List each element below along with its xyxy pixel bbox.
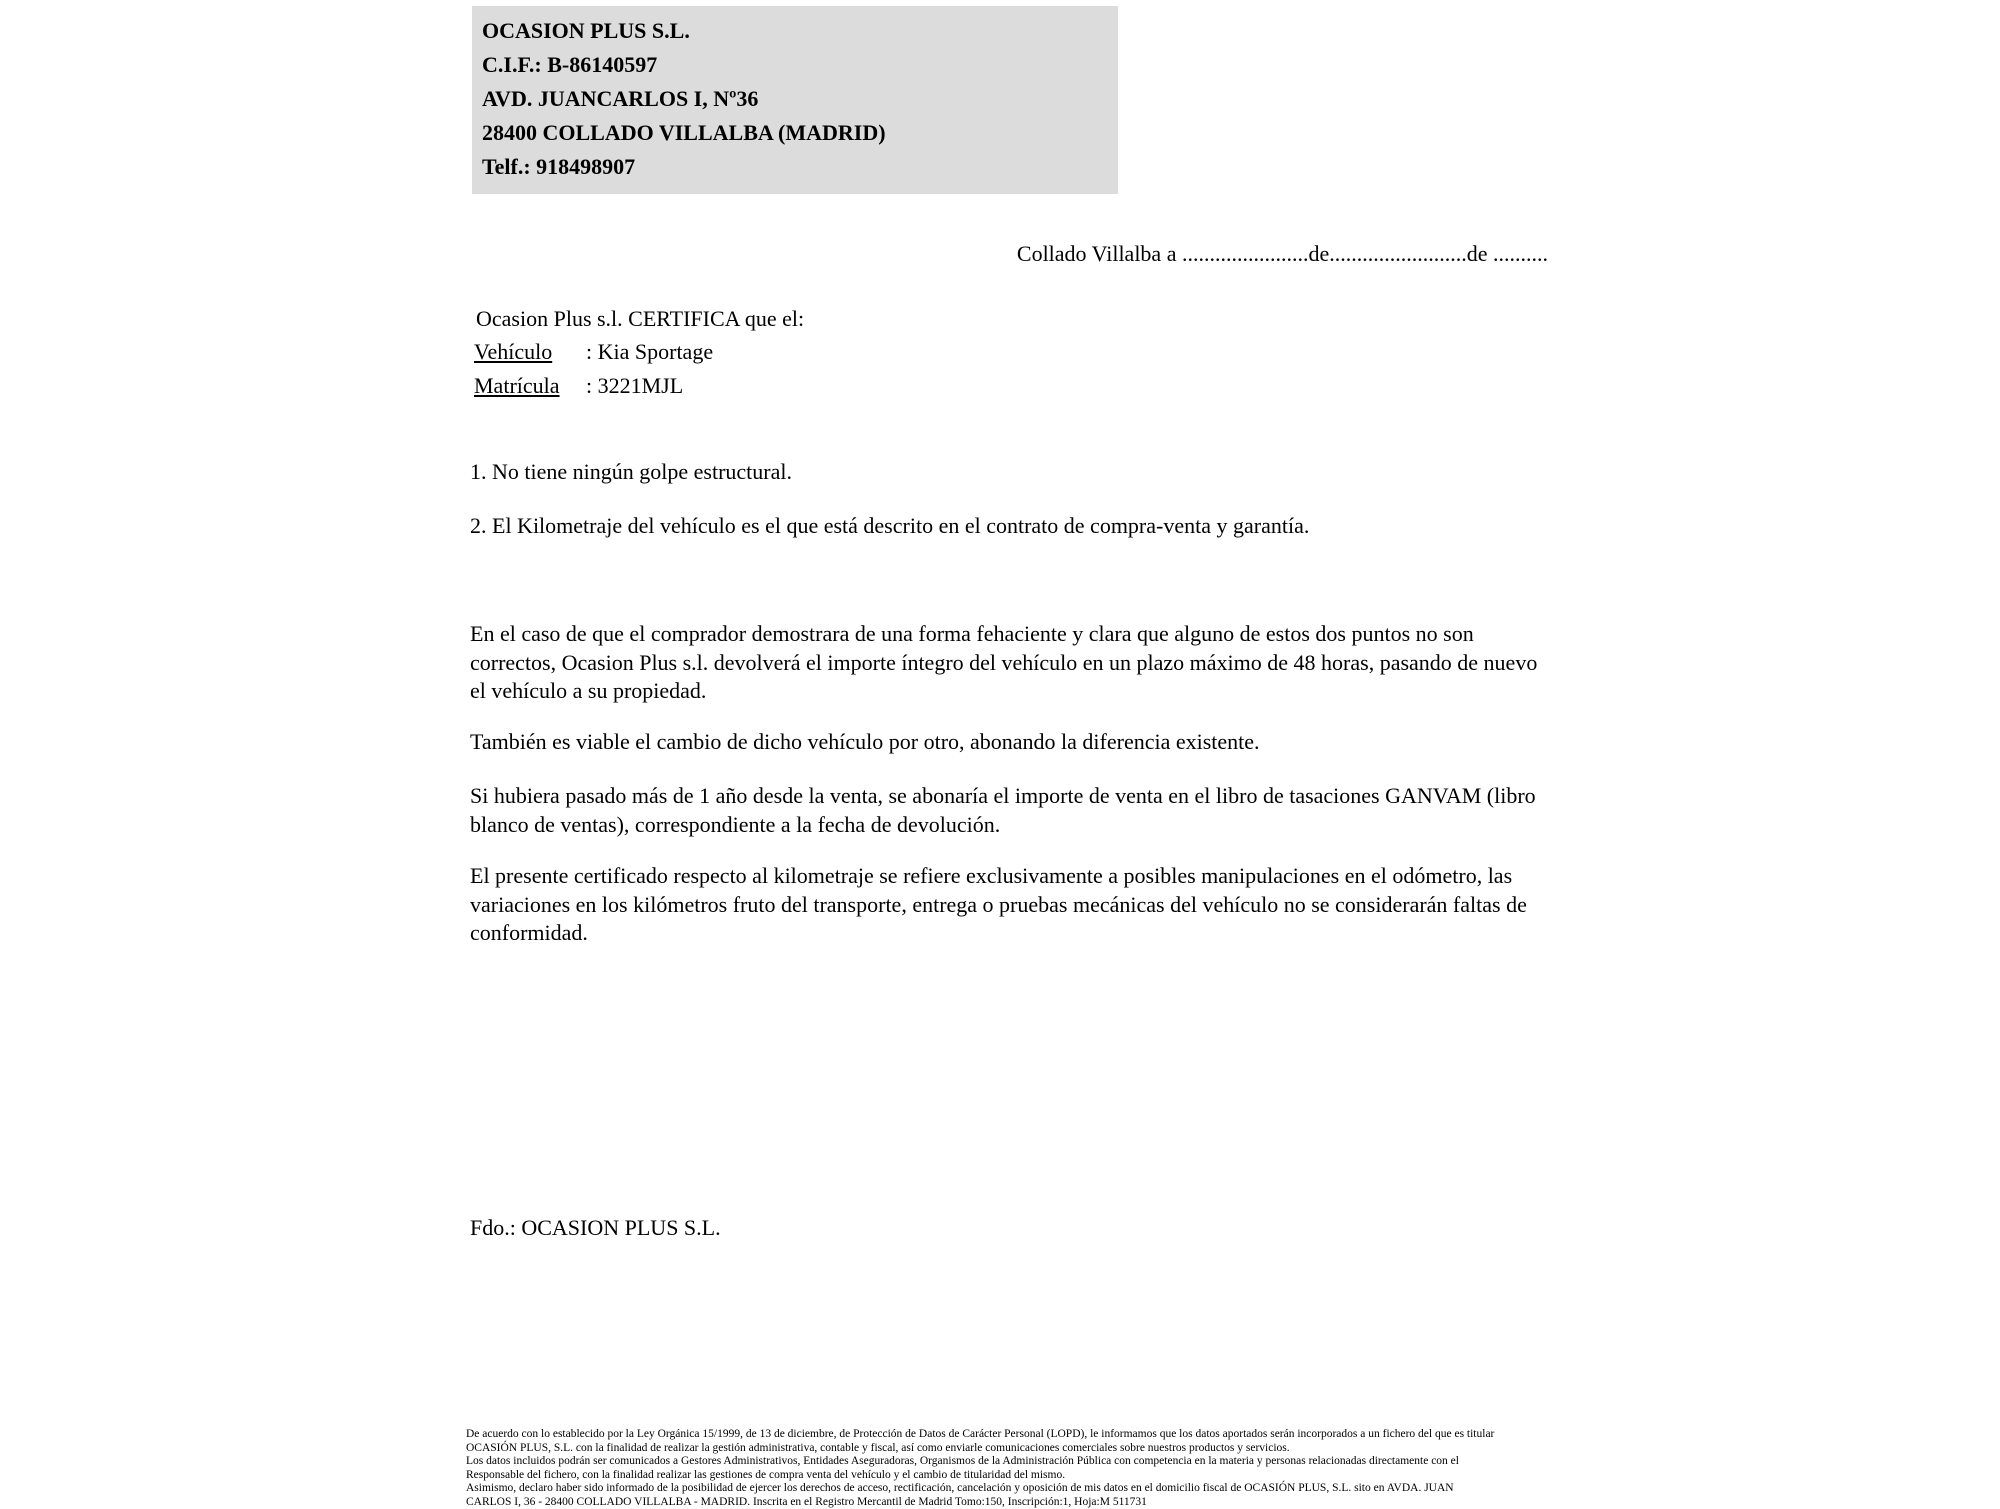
paragraph-ganvam: Si hubiera pasado más de 1 año desde la venta, se abonaría el importe de venta en el libro de tasaciones GANVAM (libro blanco de ventas), correspondiente a la fecha de devolución. bbox=[470, 782, 1554, 839]
company-phone: Telf.: 918498907 bbox=[482, 150, 1108, 184]
legal-line-3: Los datos incluidos podrán ser comunicados a Gestores Administrativos, Entidades Aseguradoras, Organismos de la Administración Pública con competencia en la materia y personas relacionadas directamente con el bbox=[466, 1455, 1566, 1469]
legal-line-5: Asimismo, declaro haber sido informado de la posibilidad de ejercer los derechos de acceso, rectificación, cancelación y oposición de mis datos en el domicilio fiscal de OCASIÓN PLUS, S.L. sito en AVDA. JUAN bbox=[466, 1482, 1566, 1496]
company-name: OCASION PLUS S.L. bbox=[482, 14, 1108, 48]
signature-line: Fdo.: OCASION PLUS S.L. bbox=[470, 1214, 721, 1242]
paragraph-exchange: También es viable el cambio de dicho vehículo por otro, abonando la diferencia existente. bbox=[470, 728, 1554, 757]
plate-value: : 3221MJL bbox=[586, 373, 683, 398]
company-cif: C.I.F.: B-86140597 bbox=[482, 48, 1108, 82]
certificate-point-2: 2. El Kilometraje del vehículo es el que está descrito en el contrato de compra-venta y garantía. bbox=[470, 512, 1550, 540]
plate-line bbox=[474, 372, 683, 400]
certificate-point-1: 1. No tiene ningún golpe estructural. bbox=[470, 458, 1550, 486]
letterhead bbox=[472, 6, 1118, 194]
plate-label: Matrícula bbox=[474, 372, 586, 400]
legal-line-1: De acuerdo con lo establecido por la Ley Orgánica 15/1999, de 13 de diciembre, de Protección de Datos de Carácter Personal (LOPD), le informamos que los datos aportados serán incorporados a un fichero del que es titular bbox=[466, 1428, 1566, 1442]
paragraph-odometer: El presente certificado respecto al kilometraje se refiere exclusivamente a posibles manipulaciones en el odómetro, las variaciones en los kilómetros fruto del transporte, entrega o pruebas mecánicas del vehículo no se considerarán faltas de conformidad. bbox=[470, 862, 1554, 948]
vehicle-line bbox=[474, 338, 713, 366]
company-address: AVD. JUANCARLOS I, Nº36 bbox=[482, 82, 1108, 116]
company-city: 28400 COLLADO VILLALBA (MADRID) bbox=[482, 116, 1108, 150]
legal-line-2: OCASIÓN PLUS, S.L. con la finalidad de realizar la gestión administrativa, contable y fiscal, así como enviarle comunicaciones comerciales sobre nuestros productos y servicios. bbox=[466, 1442, 1566, 1456]
paragraph-refund: En el caso de que el comprador demostrara de una forma fehaciente y clara que alguno de estos dos puntos no son correctos, Ocasion Plus s.l. devolverá el importe íntegro del vehículo en un plazo máximo de 48 horas, pasando de nuevo el vehículo a su propiedad. bbox=[470, 620, 1554, 706]
legal-line-4: Responsable del fichero, con la finalidad realizar las gestiones de compra venta del vehículo y el cambio de titularidad del mismo. bbox=[466, 1469, 1566, 1483]
legal-line-6: CARLOS I, 36 - 28400 COLLADO VILLALBA - MADRID. Inscrita en el Registro Mercantil de Madrid Tomo:150, Inscripción:1, Hoja:M 511731 bbox=[466, 1496, 1566, 1509]
date-line: Collado Villalba a .......................de.........................de .......... bbox=[470, 240, 1548, 268]
legal-footer bbox=[466, 1428, 1566, 1509]
vehicle-value: : Kia Sportage bbox=[586, 339, 713, 364]
certify-line: Ocasion Plus s.l. CERTIFICA que el: bbox=[476, 305, 804, 333]
vehicle-label: Vehículo bbox=[474, 338, 586, 366]
